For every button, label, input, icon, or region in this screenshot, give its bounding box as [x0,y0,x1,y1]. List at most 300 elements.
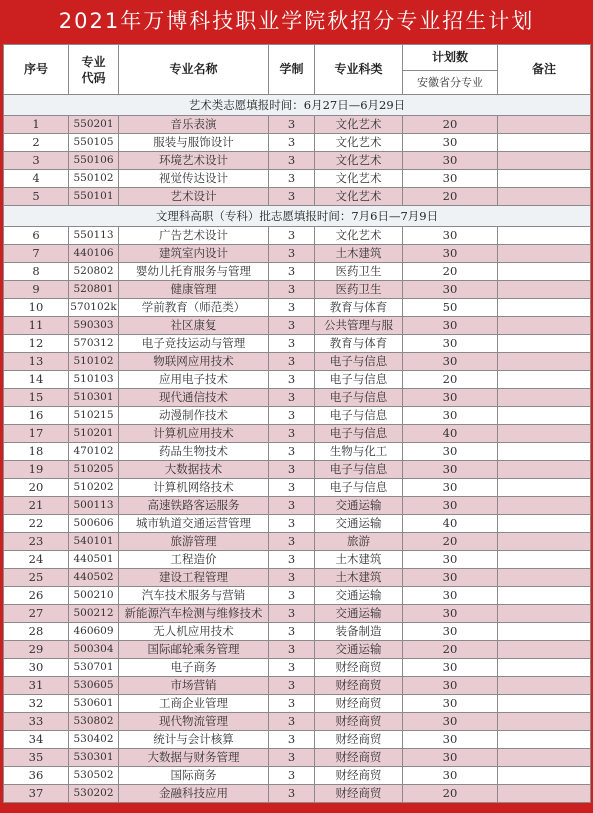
note-cell [498,425,591,443]
name-cell: 电子商务 [119,659,269,677]
plan-cell: 20 [403,263,498,281]
code-cell: 510301 [69,389,119,407]
code-cell: 510201 [69,425,119,443]
seq-cell: 9 [4,281,69,299]
seq-cell: 15 [4,389,69,407]
category-cell: 生物与化工 [315,443,403,461]
page-title-bar [0,0,593,40]
table-row [4,299,591,317]
code-cell: 530202 [69,785,119,803]
plan-cell: 40 [403,515,498,533]
note-cell [498,335,591,353]
code-cell: 530605 [69,677,119,695]
name-cell: 计算机网络技术 [119,479,269,497]
plan-cell: 30 [403,767,498,785]
seq-cell: 27 [4,605,69,623]
note-cell [498,605,591,623]
note-cell [498,170,591,188]
category-cell: 财经商贸 [315,731,403,749]
name-cell: 国际邮轮乘务管理 [119,641,269,659]
duration-cell: 3 [269,443,315,461]
note-cell [498,587,591,605]
note-cell [498,479,591,497]
table-row [4,116,591,134]
table-row [4,515,591,533]
table-row [4,335,591,353]
category-cell: 电子与信息 [315,371,403,389]
seq-cell: 23 [4,533,69,551]
plan-cell: 30 [403,407,498,425]
category-cell: 医药卫生 [315,263,403,281]
seq-cell: 2 [4,134,69,152]
seq-cell: 33 [4,713,69,731]
plan-cell: 30 [403,569,498,587]
section-heading-row [4,95,591,116]
plan-cell: 20 [403,785,498,803]
category-cell: 财经商贸 [315,659,403,677]
table-body [4,95,591,803]
code-cell: 550106 [69,152,119,170]
seq-cell: 36 [4,767,69,785]
seq-cell: 22 [4,515,69,533]
name-cell: 工商企业管理 [119,695,269,713]
seq-cell: 1 [4,116,69,134]
duration-cell: 3 [269,551,315,569]
note-cell [498,116,591,134]
duration-cell: 3 [269,407,315,425]
plan-cell: 30 [403,749,498,767]
enrollment-plan-table [3,44,591,803]
plan-cell: 30 [403,227,498,245]
duration-cell: 3 [269,641,315,659]
seq-cell: 14 [4,371,69,389]
code-cell: 520802 [69,263,119,281]
note-cell [498,515,591,533]
note-cell [498,443,591,461]
code-cell: 530402 [69,731,119,749]
name-cell: 学前教育（师范类） [119,299,269,317]
note-cell [498,785,591,803]
category-cell: 文化艺术 [315,188,403,206]
duration-cell: 3 [269,299,315,317]
table-row [4,587,591,605]
note-cell [498,245,591,263]
plan-cell: 30 [403,317,498,335]
table-row [4,371,591,389]
name-cell: 现代通信技术 [119,389,269,407]
plan-cell: 30 [403,134,498,152]
table-row [4,749,591,767]
note-cell [498,551,591,569]
name-cell: 婴幼儿托育服务与管理 [119,263,269,281]
note-cell [498,731,591,749]
code-cell: 510102 [69,353,119,371]
code-cell: 550101 [69,188,119,206]
code-cell: 530701 [69,659,119,677]
name-cell: 国际商务 [119,767,269,785]
duration-cell: 3 [269,677,315,695]
name-cell: 健康管理 [119,281,269,299]
code-cell: 530802 [69,713,119,731]
duration-cell: 3 [269,116,315,134]
table-row [4,479,591,497]
category-cell: 财经商贸 [315,767,403,785]
seq-cell: 19 [4,461,69,479]
name-cell: 音乐表演 [119,116,269,134]
category-cell: 文化艺术 [315,152,403,170]
code-cell: 500606 [69,515,119,533]
table-row [4,497,591,515]
code-cell: 550113 [69,227,119,245]
code-cell: 530502 [69,767,119,785]
name-cell: 艺术设计 [119,188,269,206]
header-code [69,45,119,95]
section-heading: 文理科高职（专科）批志愿填报时间：7月6日—7月9日 [4,206,591,227]
note-cell [498,641,591,659]
table-row [4,605,591,623]
category-cell: 公共管理与服 [315,317,403,335]
plan-cell: 30 [403,353,498,371]
duration-cell: 3 [269,767,315,785]
duration-cell: 3 [269,317,315,335]
duration-cell: 3 [269,170,315,188]
code-cell: 590303 [69,317,119,335]
seq-cell: 25 [4,569,69,587]
plan-cell: 30 [403,497,498,515]
header-duration: 学制 [269,45,315,95]
header-code-label: 专业代码 [81,54,106,85]
category-cell: 财经商贸 [315,749,403,767]
plan-cell: 20 [403,533,498,551]
name-cell: 广告艺术设计 [119,227,269,245]
category-cell: 交通运输 [315,641,403,659]
note-cell [498,407,591,425]
seq-cell: 13 [4,353,69,371]
category-cell: 财经商贸 [315,695,403,713]
category-cell: 电子与信息 [315,353,403,371]
name-cell: 大数据与财务管理 [119,749,269,767]
table-row [4,170,591,188]
table-row [4,641,591,659]
seq-cell: 20 [4,479,69,497]
note-cell [498,281,591,299]
duration-cell: 3 [269,152,315,170]
note-cell [498,134,591,152]
code-cell: 550105 [69,134,119,152]
plan-cell: 40 [403,425,498,443]
seq-cell: 21 [4,497,69,515]
name-cell: 新能源汽车检测与维修技术 [119,605,269,623]
seq-cell: 7 [4,245,69,263]
category-cell: 装备制造 [315,623,403,641]
section-heading-row [4,206,591,227]
name-cell: 现代物流管理 [119,713,269,731]
plan-cell: 30 [403,245,498,263]
category-cell: 电子与信息 [315,407,403,425]
seq-cell: 17 [4,425,69,443]
note-cell [498,317,591,335]
header-plan-sub: 安徽省分专业 [403,71,498,95]
code-cell: 500210 [69,587,119,605]
table-row [4,263,591,281]
code-cell: 500212 [69,605,119,623]
code-cell: 550102 [69,170,119,188]
plan-cell: 30 [403,479,498,497]
page-title: 2021年万博科技职业学院秋招分专业招生计划 [58,9,535,33]
category-cell: 财经商贸 [315,713,403,731]
note-cell [498,263,591,281]
note-cell [498,623,591,641]
plan-cell: 30 [403,461,498,479]
name-cell: 建筑室内设计 [119,245,269,263]
table-header [4,45,591,95]
duration-cell: 3 [269,605,315,623]
category-cell: 交通运输 [315,515,403,533]
plan-cell: 20 [403,641,498,659]
code-cell: 570312 [69,335,119,353]
table-row [4,317,591,335]
name-cell: 旅游管理 [119,533,269,551]
table-row [4,713,591,731]
plan-cell: 30 [403,443,498,461]
duration-cell: 3 [269,227,315,245]
plan-cell: 20 [403,188,498,206]
note-cell [498,749,591,767]
name-cell: 电子竞技运动与管理 [119,335,269,353]
category-cell: 交通运输 [315,587,403,605]
code-cell: 460609 [69,623,119,641]
note-cell [498,152,591,170]
category-cell: 电子与信息 [315,479,403,497]
seq-cell: 29 [4,641,69,659]
header-seq: 序号 [4,45,69,95]
plan-cell: 30 [403,713,498,731]
seq-cell: 6 [4,227,69,245]
code-cell: 510205 [69,461,119,479]
table-row [4,677,591,695]
seq-cell: 3 [4,152,69,170]
name-cell: 社区康复 [119,317,269,335]
table-row [4,281,591,299]
category-cell: 财经商贸 [315,785,403,803]
seq-cell: 18 [4,443,69,461]
seq-cell: 24 [4,551,69,569]
category-cell: 文化艺术 [315,170,403,188]
plan-cell: 30 [403,587,498,605]
duration-cell: 3 [269,188,315,206]
note-cell [498,659,591,677]
category-cell: 电子与信息 [315,461,403,479]
category-cell: 交通运输 [315,605,403,623]
note-cell [498,677,591,695]
section-heading: 艺术类志愿填报时间：6月27日—6月29日 [4,95,591,116]
name-cell: 城市轨道交通运营管理 [119,515,269,533]
duration-cell: 3 [269,695,315,713]
duration-cell: 3 [269,263,315,281]
duration-cell: 3 [269,281,315,299]
note-cell [498,569,591,587]
note-cell [498,695,591,713]
name-cell: 应用电子技术 [119,371,269,389]
code-cell: 530601 [69,695,119,713]
duration-cell: 3 [269,353,315,371]
code-cell: 440106 [69,245,119,263]
duration-cell: 3 [269,533,315,551]
plan-cell: 30 [403,170,498,188]
code-cell: 470102 [69,443,119,461]
table-row [4,443,591,461]
plan-cell: 30 [403,335,498,353]
table-row [4,785,591,803]
plan-cell: 30 [403,551,498,569]
note-cell [498,188,591,206]
table-row [4,695,591,713]
name-cell: 药品生物技术 [119,443,269,461]
duration-cell: 3 [269,371,315,389]
table-row [4,767,591,785]
table-row [4,551,591,569]
seq-cell: 28 [4,623,69,641]
note-cell [498,389,591,407]
plan-cell: 30 [403,281,498,299]
table-row [4,569,591,587]
seq-cell: 34 [4,731,69,749]
code-cell: 550201 [69,116,119,134]
note-cell [498,371,591,389]
category-cell: 土木建筑 [315,245,403,263]
seq-cell: 31 [4,677,69,695]
plan-cell: 30 [403,659,498,677]
code-cell: 510103 [69,371,119,389]
name-cell: 环境艺术设计 [119,152,269,170]
plan-cell: 30 [403,389,498,407]
plan-cell: 30 [403,677,498,695]
code-cell: 540101 [69,533,119,551]
table-row [4,731,591,749]
plan-cell: 30 [403,605,498,623]
category-cell: 土木建筑 [315,551,403,569]
plan-cell: 50 [403,299,498,317]
seq-cell: 37 [4,785,69,803]
category-cell: 教育与体育 [315,299,403,317]
name-cell: 计算机应用技术 [119,425,269,443]
category-cell: 文化艺术 [315,227,403,245]
category-cell: 教育与体育 [315,335,403,353]
seq-cell: 11 [4,317,69,335]
seq-cell: 8 [4,263,69,281]
seq-cell: 26 [4,587,69,605]
name-cell: 统计与会计核算 [119,731,269,749]
name-cell: 高速铁路客运服务 [119,497,269,515]
name-cell: 服装与服饰设计 [119,134,269,152]
code-cell: 500304 [69,641,119,659]
header-note: 备注 [498,45,591,95]
duration-cell: 3 [269,389,315,407]
category-cell: 电子与信息 [315,425,403,443]
name-cell: 建设工程管理 [119,569,269,587]
seq-cell: 12 [4,335,69,353]
duration-cell: 3 [269,713,315,731]
plan-cell: 30 [403,731,498,749]
note-cell [498,533,591,551]
duration-cell: 3 [269,461,315,479]
duration-cell: 3 [269,785,315,803]
duration-cell: 3 [269,425,315,443]
name-cell: 汽车技术服务与营销 [119,587,269,605]
duration-cell: 3 [269,515,315,533]
plan-cell: 30 [403,695,498,713]
duration-cell: 3 [269,479,315,497]
code-cell: 570102k [69,299,119,317]
duration-cell: 3 [269,731,315,749]
name-cell: 大数据技术 [119,461,269,479]
table-row [4,188,591,206]
table-row [4,389,591,407]
header-plan: 计划数 [403,45,498,71]
category-cell: 电子与信息 [315,389,403,407]
seq-cell: 30 [4,659,69,677]
code-cell: 530301 [69,749,119,767]
note-cell [498,461,591,479]
header-category: 专业科类 [315,45,403,95]
table-row [4,152,591,170]
seq-cell: 4 [4,170,69,188]
category-cell: 文化艺术 [315,134,403,152]
category-cell: 土木建筑 [315,569,403,587]
seq-cell: 10 [4,299,69,317]
plan-cell: 30 [403,623,498,641]
seq-cell: 32 [4,695,69,713]
note-cell [498,227,591,245]
category-cell: 交通运输 [315,497,403,515]
category-cell: 财经商贸 [315,677,403,695]
name-cell: 视觉传达设计 [119,170,269,188]
code-cell: 440501 [69,551,119,569]
table-row [4,227,591,245]
duration-cell: 3 [269,659,315,677]
plan-cell: 20 [403,371,498,389]
code-cell: 500113 [69,497,119,515]
table-row [4,461,591,479]
table-row [4,623,591,641]
duration-cell: 3 [269,623,315,641]
name-cell: 物联网应用技术 [119,353,269,371]
duration-cell: 3 [269,245,315,263]
name-cell: 工程造价 [119,551,269,569]
code-cell: 440502 [69,569,119,587]
name-cell: 无人机应用技术 [119,623,269,641]
table-row [4,533,591,551]
seq-cell: 16 [4,407,69,425]
note-cell [498,497,591,515]
note-cell [498,713,591,731]
note-cell [498,299,591,317]
plan-cell: 30 [403,152,498,170]
header-name: 专业名称 [119,45,269,95]
category-cell: 文化艺术 [315,116,403,134]
seq-cell: 5 [4,188,69,206]
table-frame [0,40,593,813]
duration-cell: 3 [269,497,315,515]
category-cell: 医药卫生 [315,281,403,299]
category-cell: 旅游 [315,533,403,551]
duration-cell: 3 [269,335,315,353]
note-cell [498,767,591,785]
table-row [4,353,591,371]
duration-cell: 3 [269,569,315,587]
table-row [4,245,591,263]
note-cell [498,353,591,371]
